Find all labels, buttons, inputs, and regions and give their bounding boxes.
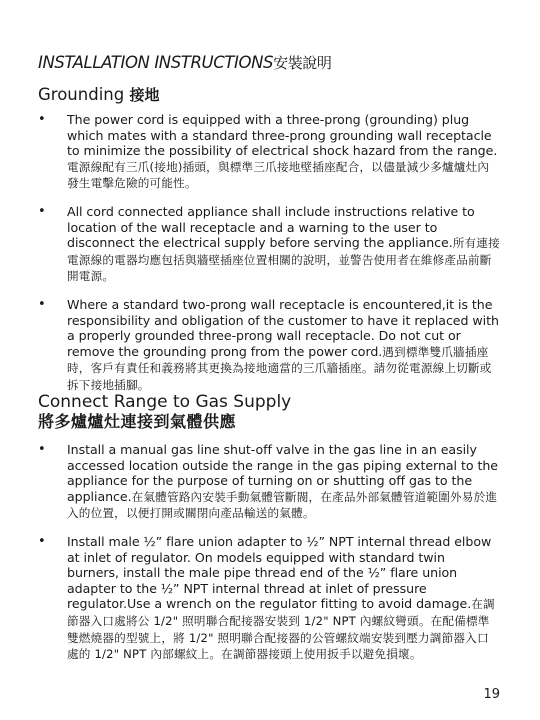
list-item-text-en: All cord connected appliance shall include instructions relative to location of the wall receptacle and a warning to the user to disconnect the electrical supply before serving the appliance. [67,203,475,251]
bullet-icon: • [38,203,46,219]
list-item-text-en: Install a manual gas line shut-off valve in the gas line in an easily accessed location outside the range in the gas piping external to the appliance for the purpose of turning on or shutting off gas to the appliance. [67,442,498,504]
bullet-icon: • [38,533,46,549]
grounding-heading-en: Grounding [38,85,125,104]
document-title [38,52,332,73]
gas-supply-heading-zh: 將多爐爐灶連接到氣體供應 [38,412,237,431]
grounding-heading [38,84,159,105]
gas-supply-heading [38,392,518,432]
list-item [0,534,540,663]
list-item-text-zh: 在調節器入口處將公 1/2" 照明聯合配接器安裝到 1/2" NPT 內螺紋彎頭。在配備標準雙燃燒器的型號上，將 1/2" 照明聯合配接器的公管螺紋端安裝到壓力調節器入口處的 1/2" NPT 內部螺紋上。在調節器接頭上使用扳手以避免損壞。 [67,597,495,662]
list-item-text-zh: 在氣體管路內安裝手動氣體管斷閥，在產品外部氣體管道範圍外易於進入的位置，以便打開或關閉向產品輸送的氣體。 [67,489,498,521]
page-number: 19 [483,687,500,702]
bullet-icon: • [38,112,46,127]
list-item-text-zh: 遇到標準雙爪牆插座時，客戶有責任和義務將其更換為接地適當的三爪牆插座。請勿從電源線上切斷或拆下接地插腳。 [67,344,492,392]
list-item-text-en: Where a standard two-prong wall receptacle is encountered,it is the responsibility and obligation of the customer to have it replaced with a properly grounded three-prong wall receptacle. Do not cut or remove the grounding prong from the power cord. [67,296,499,359]
bullet-icon: • [38,296,46,312]
document-title-en: INSTALLATION INSTRUCTIONS [38,53,274,72]
grounding-list [0,112,540,394]
bullet-icon: • [38,442,46,457]
document-title-zh: 安裝說明 [273,54,332,72]
list-item [0,297,540,394]
list-item-text-zh: 所有連接電源線的電器均應包括與牆壁插座位置相關的說明，並警告使用者在維修產品前斷開電源。 [67,236,500,284]
list-item [0,204,540,285]
gas-supply-heading-en: Connect Range to Gas Supply [38,392,292,412]
list-item-text-en: Install male ½” flare union adapter to ½” NPT internal thread elbow at inlet of regulator. On models equipped with standard twin burners, install the male pipe thread end of the ½” flare union adapter to the ½” NPT internal thread at inlet of pressure regulator.Use a wrench on the regulator fitting to avoid damage. [67,533,492,612]
list-item [0,442,540,522]
list-item-text-zh: 電源線配有三爪(接地)插頭，與標準三爪接地壁插座配合，以儘量減少多爐爐灶內發生電擊危險的可能性。 [67,159,490,191]
grounding-heading-zh: 接地 [129,86,160,104]
list-item-text-en: The power cord is equipped with a three-prong (grounding) plug which mates with a standard three-prong grounding wall receptacle to minimize the possibility of electrical shock hazard from the range. [67,112,498,159]
gas-supply-list [0,442,540,663]
list-item [0,112,540,192]
